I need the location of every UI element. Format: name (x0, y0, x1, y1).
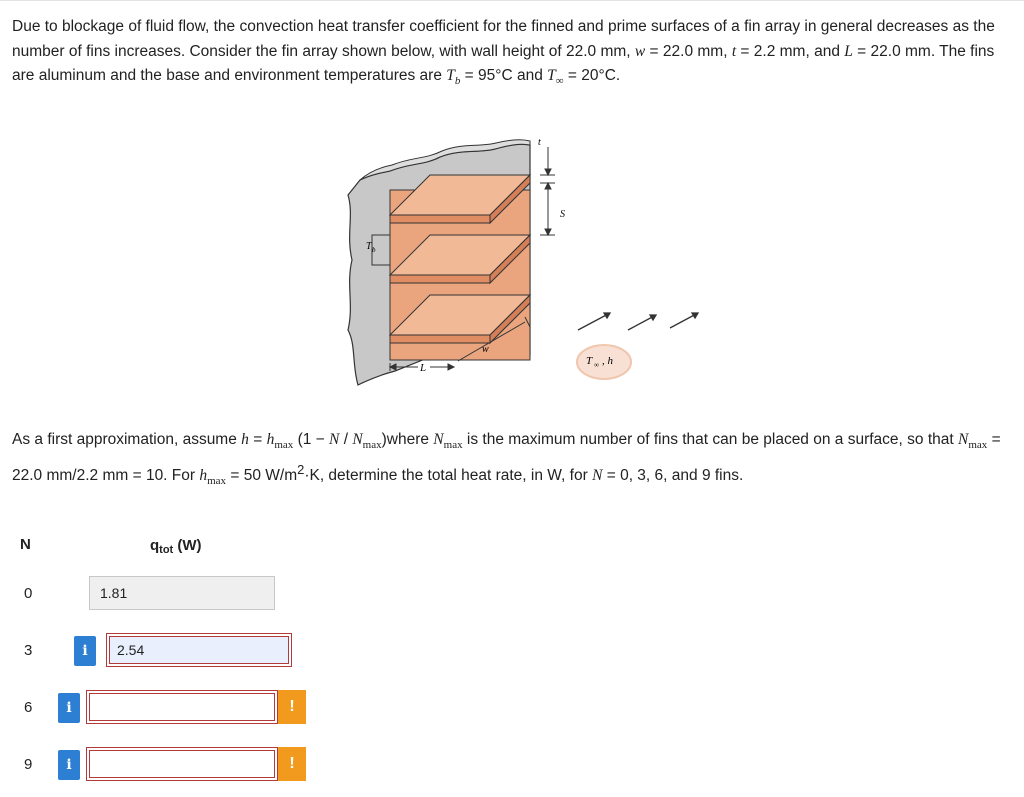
label-t: t (538, 137, 541, 148)
label-tinf-sub: ∞ (594, 361, 599, 369)
label-tinf: T (586, 355, 593, 367)
fin-array-diagram (330, 135, 710, 395)
label-tb-sub: b (372, 246, 376, 254)
label-w: w (482, 344, 489, 355)
label-l: L (420, 362, 427, 374)
label-s: S (560, 209, 565, 220)
info-button-n3[interactable]: i (74, 636, 96, 666)
qtot-input-n0[interactable]: 1.81 (89, 576, 275, 610)
qtot-input-n3[interactable]: 2.54 (106, 633, 292, 667)
qtot-input-n9[interactable] (86, 747, 278, 781)
info-button-n6[interactable]: i (58, 693, 80, 723)
row-label-n6: 6 (24, 699, 33, 716)
assumption-statement: As a first approximation, assume $h = h_{max}$ $(1 - N / N_{max})where$ $N_{max}$ is the maximum number of fins that can be placed on a surface, so that $N_{max} = 22.0$ mm/2.2 mm = 10. For $h_{max} = 50$ $W/m^2\cdot K$, determine the total heat rate, in W, for N = 0, 3, 6, and 9 fins. (12, 431, 1001, 487)
top-divider (0, 0, 1024, 1)
warning-icon-n6: ! (278, 690, 306, 724)
qtot-input-n6[interactable] (86, 690, 278, 724)
row-label-n3: 3 (24, 642, 33, 659)
fin-array-figure (330, 135, 710, 395)
info-button-n9[interactable]: i (58, 750, 80, 780)
row-label-n0: 0 (24, 585, 33, 602)
problem-statement: Due to blockage of fluid flow, the convection heat transfer coefficient for the finned and prime surfaces of a fin array in general decreases as the number of fins increases. Consider the fin array shown below, with wall height of 22.0 mm, w = 22.0 mm, t = 2.2 mm, and L = 22.0 mm. The fins are aluminum and the base and environment temperatures are $T_b = 95^\circ C$ and $T_\infty = 20^\circ C$. (12, 18, 995, 87)
column-header-qtot: $q_{tot}$ (W) (150, 537, 202, 556)
label-h: , h (602, 355, 613, 367)
warning-icon-n9: ! (278, 747, 306, 781)
label-tb: T (366, 241, 372, 252)
column-header-n: N (20, 536, 31, 553)
row-label-n9: 9 (24, 756, 33, 773)
